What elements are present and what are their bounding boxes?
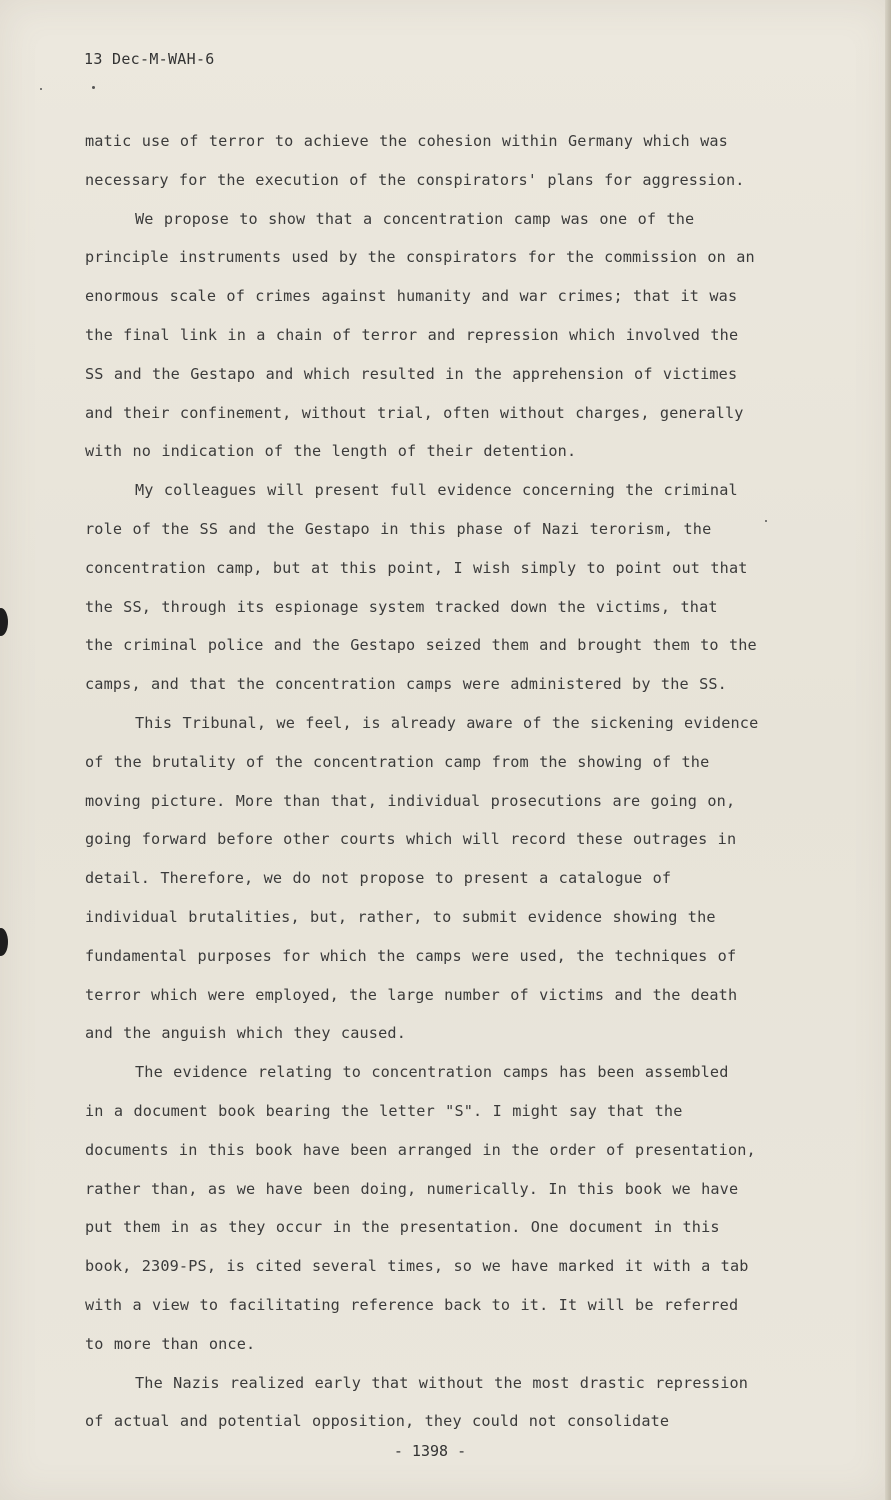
- binder-hole-upper: [0, 608, 8, 636]
- text-line: concentration camp, but at this point, I wish simply to point out that: [85, 558, 748, 577]
- document-reference: 13 Dec-M-WAH-6: [84, 50, 215, 68]
- page-number: - 1398 -: [393, 1442, 467, 1460]
- text-line: moving picture. More than that, individual prosecutions are going on,: [85, 791, 736, 810]
- paragraph: [85, 200, 785, 472]
- text-line: in a document book bearing the letter "S". I might say that the: [85, 1101, 683, 1120]
- text-line: of the brutality of the concentration camp from the showing of the: [85, 752, 710, 771]
- transcript-body: [85, 122, 785, 1441]
- text-line: The Nazis realized early that without the most drastic repression: [135, 1373, 749, 1392]
- text-line: the criminal police and the Gestapo seized them and brought them to the: [85, 636, 757, 655]
- text-line: individual brutalities, but, rather, to submit evidence showing the: [85, 907, 716, 926]
- text-line: going forward before other courts which will record these outrages in: [85, 830, 737, 849]
- text-line: We propose to show that a concentration camp was one of the: [135, 209, 695, 228]
- text-line: the final link in a chain of terror and repression which involved the: [85, 325, 739, 344]
- text-line: This Tribunal, we feel, is already aware of the sickening evidence: [135, 713, 759, 732]
- text-line: necessary for the execution of the conspirators' plans for aggression.: [85, 170, 745, 189]
- text-line: book, 2309-PS, is cited several times, so we have marked it with a tab: [85, 1257, 749, 1276]
- text-line: and the anguish which they caused.: [85, 1024, 406, 1043]
- text-line: of actual and potential opposition, they could not consolidate: [85, 1412, 670, 1431]
- text-line: with no indication of the length of their detention.: [85, 442, 577, 461]
- text-line: fundamental purposes for which the camps were used, the techniques of: [85, 946, 737, 965]
- text-line: My colleagues will present full evidence concerning the criminal: [135, 481, 738, 500]
- text-line: the SS, through its espionage system tracked down the victims, that: [85, 597, 718, 616]
- text-line: detail. Therefore, we do not propose to present a catalogue of: [85, 869, 672, 888]
- text-line: matic use of terror to achieve the cohesion within Germany which was: [85, 132, 728, 150]
- text-line: documents in this book have been arranged in the order of presentation,: [85, 1140, 756, 1159]
- text-line: principle instruments used by the conspirators for the commission on an: [85, 248, 755, 267]
- text-line: SS and the Gestapo and which resulted in the apprehension of victimes: [85, 364, 738, 383]
- text-line: terror which were employed, the large number of victims and the death: [85, 985, 738, 1004]
- text-line: camps, and that the concentration camps were administered by the SS.: [85, 675, 727, 694]
- text-line: rather than, as we have been doing, numerically. In this book we have: [85, 1179, 739, 1198]
- text-line: and their confinement, without trial, often without charges, generally: [85, 403, 744, 422]
- binder-hole-lower: [0, 928, 8, 956]
- paragraph: [85, 471, 785, 704]
- text-line: enormous scale of crimes against humanity and war crimes; that it was: [85, 287, 738, 306]
- paragraph: [85, 122, 785, 200]
- paragraph: [85, 704, 785, 1053]
- paragraph: [85, 1364, 785, 1442]
- ink-speck: [40, 88, 42, 90]
- paragraph: [85, 1053, 785, 1363]
- text-line: with a view to facilitating reference back to it. It will be referred: [85, 1295, 739, 1314]
- page-edge: [885, 0, 891, 1500]
- text-line: put them in as they occur in the presentation. One document in this: [85, 1218, 720, 1237]
- text-line: The evidence relating to concentration camps has been assembled: [135, 1063, 729, 1082]
- ink-speck: [92, 86, 95, 89]
- text-line: role of the SS and the Gestapo in this phase of Nazi terorism, the: [85, 519, 712, 538]
- text-line: to more than once.: [85, 1334, 256, 1353]
